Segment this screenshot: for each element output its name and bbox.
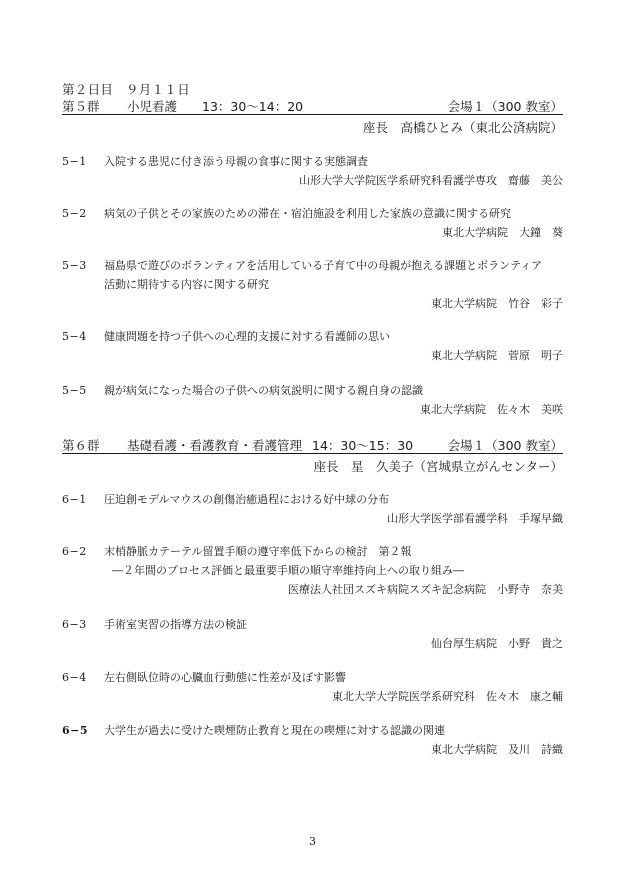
abstract-number: 5−4 bbox=[62, 330, 87, 343]
abstract-title: 健康問題を持つ子供への心理的支援に対する看護師の思い bbox=[104, 330, 390, 343]
abstract-number: 5−1 bbox=[62, 155, 87, 168]
session-venue: 会場１（300 教室） bbox=[447, 438, 563, 453]
abstract-number: 6−3 bbox=[62, 618, 87, 631]
abstract-subtitle: ―２年間のプロセス評価と最重要手順の順守率維持向上への取り組み― bbox=[112, 564, 464, 577]
session-chair: 座長 星 久美子（宮城県立がんセンター） bbox=[313, 459, 563, 474]
presenter-affiliation: 山形大学大学院医学系研究科看護学専攻 齋藤 美公 bbox=[299, 174, 563, 187]
session-header-group6 bbox=[62, 436, 563, 454]
session-time: 14：30〜15：30 bbox=[312, 438, 414, 453]
group-number: 第６群 bbox=[62, 438, 100, 453]
session-header-group5 bbox=[62, 97, 563, 115]
abstract-number: 5−3 bbox=[62, 259, 87, 272]
abstract-number: 5−2 bbox=[62, 207, 87, 220]
presenter-affiliation: 東北大学病院 竹谷 彩子 bbox=[431, 297, 563, 310]
session-chair: 座長 高橋ひとみ（東北公済病院） bbox=[362, 120, 563, 135]
group-number: 第５群 bbox=[62, 99, 100, 114]
abstract-title: 手術室実習の指導方法の検証 bbox=[104, 618, 247, 631]
abstract-title: 左右側臥位時の心臓血行動態に性差が及ぼす影響 bbox=[104, 671, 346, 684]
presenter-affiliation: 仙台厚生病院 小野 貴之 bbox=[431, 637, 563, 650]
abstract-title: 圧迫創モデルマウスの創傷治癒過程における好中球の分布 bbox=[104, 493, 390, 506]
abstract-number: 6−1 bbox=[62, 493, 87, 506]
abstract-title: 大学生が過去に受けた喫煙防止教育と現在の喫煙に対する認識の関連 bbox=[104, 724, 445, 737]
abstract-number: 6−5 bbox=[62, 724, 89, 737]
presenter-affiliation: 山形大学医学部看護学科 手塚早織 bbox=[387, 512, 563, 525]
abstract-number: 6−2 bbox=[62, 545, 87, 558]
abstract-title: 入院する患児に付き添う母親の食事に関する実態調査 bbox=[104, 155, 368, 168]
abstract-title: 親が病気になった場合の子供への病気説明に関する親自身の認識 bbox=[104, 384, 423, 397]
presenter-affiliation: 東北大学大学院医学系研究科 佐々木 康之輔 bbox=[332, 690, 563, 703]
abstract-title-line2: 活動に期待する内容に関する研究 bbox=[104, 278, 269, 291]
session-theme: 小児看護 bbox=[127, 99, 178, 114]
abstract-number: 6−4 bbox=[62, 671, 87, 684]
presenter-affiliation: 東北大学病院 佐々木 美咲 bbox=[420, 403, 563, 416]
abstract-title: 福島県で遊びのボランティアを活用している子育て中の母親が抱える課題とボランティア bbox=[104, 259, 543, 272]
presenter-affiliation: 東北大学病院 菅原 明子 bbox=[431, 349, 563, 362]
presenter-affiliation: 東北大学病院 大鐘 葵 bbox=[442, 226, 563, 239]
day-header: 第２日目 ９月１１日 bbox=[62, 82, 191, 97]
abstract-number: 5−5 bbox=[62, 384, 87, 397]
page-number: 3 bbox=[309, 835, 316, 848]
session-venue: 会場１（300 教室） bbox=[447, 99, 563, 114]
abstract-title: 末梢静脈カテーテル留置手順の遵守率低下からの検討 第２報 bbox=[104, 545, 412, 558]
presenter-affiliation: 東北大学病院 及川 詩織 bbox=[431, 743, 563, 756]
session-theme: 基礎看護・看護教育・看護管理 bbox=[127, 438, 303, 453]
abstract-title: 病気の子供とその家族のための滞在・宿泊施設を利用した家族の意識に関する研究 bbox=[104, 207, 511, 220]
presenter-affiliation: 医療法人社団スズキ病院スズキ記念病院 小野寺 奈美 bbox=[288, 583, 563, 596]
session-time: 13：30〜14：20 bbox=[202, 99, 304, 114]
